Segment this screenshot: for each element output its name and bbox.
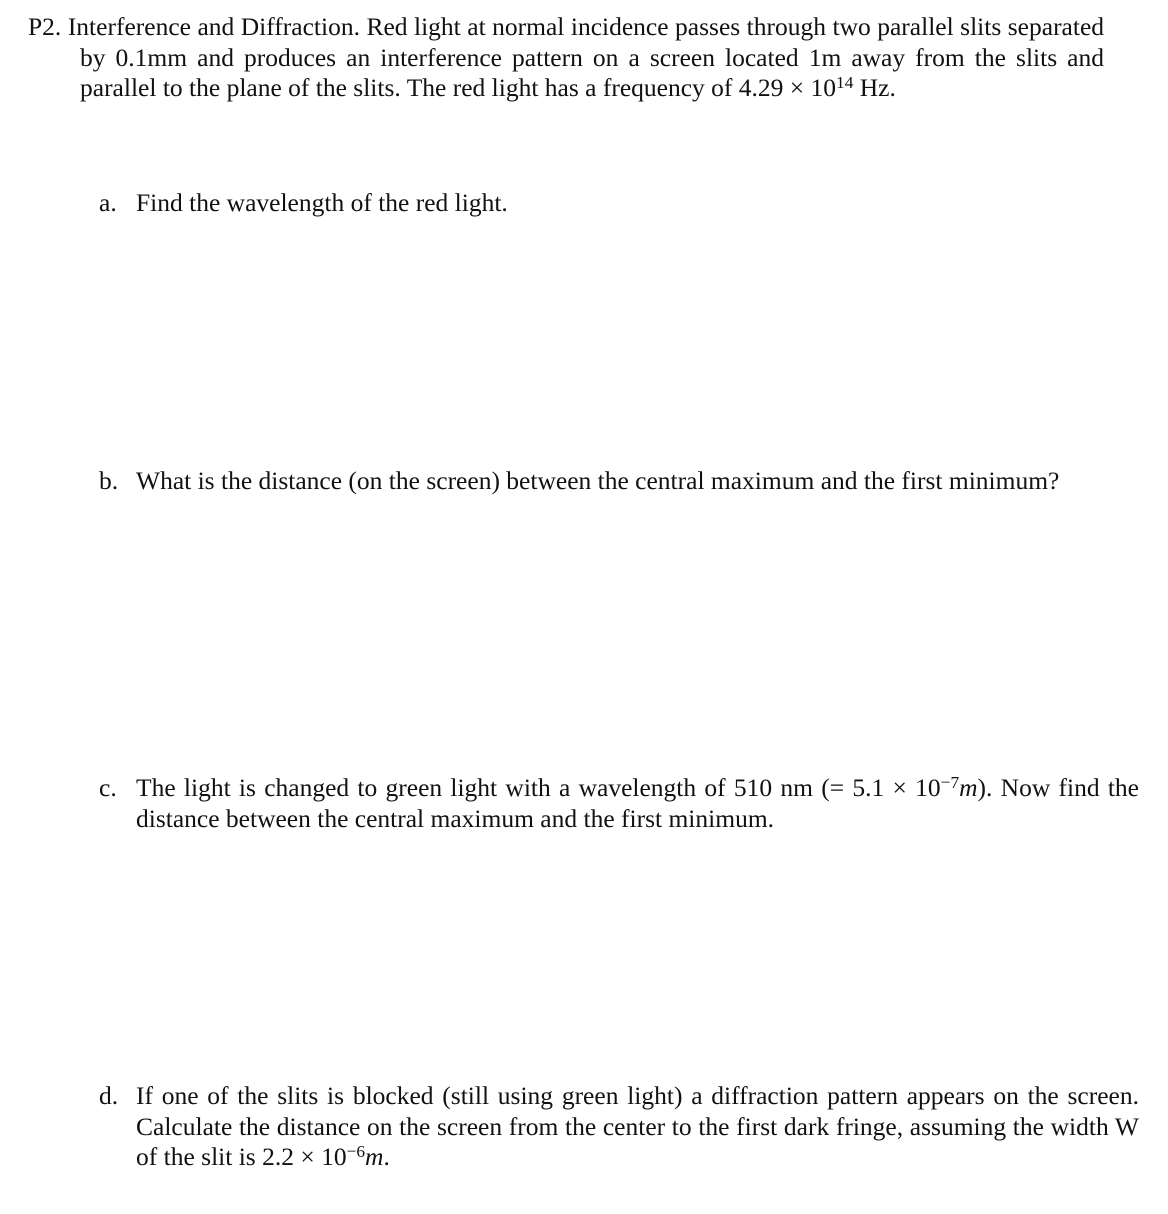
part-a-letter: a.: [99, 188, 117, 217]
frequency-value: 4.29 × 10: [738, 73, 837, 103]
frequency-exponent: 14: [836, 73, 854, 93]
part-a-text: Find the wavelength of the red light.: [136, 188, 508, 217]
part-d-exponent: −6: [346, 1142, 366, 1162]
problem-intro-text: Red light at normal incidence passes through two parallel slits separated by 0.1mm and produces an interference pattern on a screen located 1m away from the slits and parallel to the plane of the slits. The red light has a frequency of: [80, 12, 1105, 103]
part-c-text-after: ). Now find the distance between the central maximum and the first minimum.: [136, 773, 1139, 833]
part-d-text-before: If one of the slits is blocked (still using green light) a diffraction pattern appears on the screen. Calculate the distance on the screen from the center to the first dark fringe, assuming the width W of the slit is 2.2 × 10: [136, 1081, 1139, 1172]
part-c-exponent: −7: [940, 773, 960, 793]
part-d: [99, 1081, 1139, 1173]
frequency-unit: Hz.: [859, 73, 896, 103]
part-d-text-after: .: [383, 1142, 390, 1172]
part-d-unit: m: [365, 1142, 384, 1172]
part-b-text: What is the distance (on the screen) between the central maximum and the first minimum?: [136, 466, 1060, 495]
problem-intro: [28, 12, 1104, 104]
part-c-unit: m: [959, 773, 978, 802]
part-b-letter: b.: [99, 466, 119, 495]
problem-statement: [28, 12, 1104, 104]
problem-label: P2.: [28, 12, 62, 41]
part-d-letter: d.: [99, 1081, 119, 1110]
part-c-text-before: The light is changed to green light with a wavelength of 510 nm (= 5.1 × 10: [136, 773, 941, 802]
problem-heading: Interference and Diffraction.: [67, 12, 360, 41]
part-c-letter: c.: [99, 773, 117, 802]
part-a: [99, 188, 1139, 219]
part-c: [99, 773, 1139, 834]
part-b: [99, 466, 1139, 497]
